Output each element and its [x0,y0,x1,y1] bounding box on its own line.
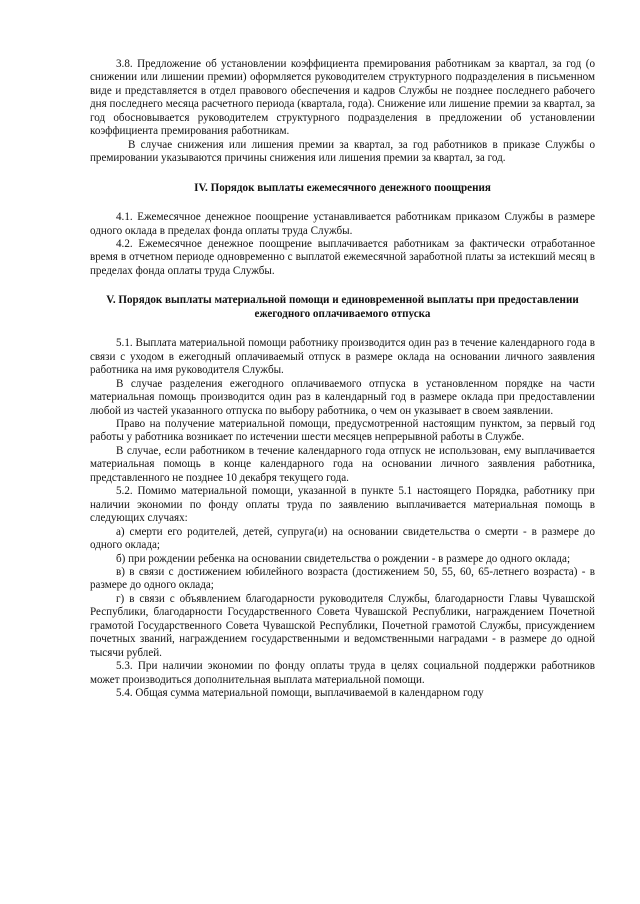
paragraph-5-1-unused-leave: В случае, если работником в течение календарного года отпуск не использован, ему выплачивается материальная помощь в конце календарного года на основании личного заявления работника, представленного не позднее 10 декабря текущего года. [90,444,595,484]
document-page [90,58,595,700]
paragraph-5-2-g: г) в связи с объявлением благодарности руководителя Службы, благодарности Главы Чувашской Республики, благодарности Государственного Совета Чувашской Республики, награждением Почетной грамотой Государственного Совета Чувашской Республики, Почетной грамотой Службы, присуждением почетных званий, награждением государственными и ведомственными наградами - в размере до одной тысячи рублей. [90,592,595,659]
section-heading-iv: IV. Порядок выплаты ежемесячного денежного поощрения [194,181,491,194]
paragraph-5-1: 5.1. Выплата материальной помощи работнику производится один раз в течение календарного года в связи с уходом в ежегодный оплачиваемый отпуск в размере оклада на основании личного заявления работника на имя руководителя Службы. [90,337,595,377]
paragraph-5-2-v: в) в связи с достижением юбилейного возраста (достижением 50, 55, 60, 65-летнего возраста) - в размере до одного оклада; [90,565,595,592]
paragraph-5-2: 5.2. Помимо материальной помощи, указанной в пункте 5.1 настоящего Порядка, работнику при наличии экономии по фонду оплаты труда по заявлению выплачивается материальная помощь в следующих случаях: [90,485,595,525]
paragraph-3-8-reduction: В случае снижения или лишения премии за квартал, за год работников в приказе Службы о премировании указываются причины снижения или лишения премии за квартал, за год. [90,138,595,165]
paragraph-5-2-b: б) при рождении ребенка на основании свидетельства о рождении - в размере до одного оклада; [116,552,571,565]
paragraph-5-1-split-leave: В случае разделения ежегодного оплачиваемого отпуска в установленном порядке на части материальная помощь производится один раз в календарный год в размере оклада при предоставлении любой из частей указанного отпуска по выбору работника, о чем он указывает в своем заявлении. [90,377,595,417]
paragraph-5-1-first-year: Право на получение материальной помощи, предусмотренной настоящим пунктом, за первый год работы у работника возникает по истечении шести месяцев непрерывной работы в Службе. [90,417,595,444]
section-heading-v: V. Порядок выплаты материальной помощи и единовременной выплаты при предоставлении ежегодного оплачиваемого отпуска [106,294,579,320]
paragraph-5-2-a: а) смерти его родителей, детей, супруга(и) на основании свидетельства о смерти - в размере до одного оклада; [90,525,595,552]
paragraph-3-8: 3.8. Предложение об установлении коэффициента премирования работникам за квартал, за год (о снижении или лишении премии) оформляется руководителем структурного подразделения в письменном виде и представляется в отдел правового обеспечения и кадров Службы не позднее последнего рабочего дня последнего месяца расчетного периода (квартала, года). Снижение или лишение премии за квартал, за год обосновывается руководителем структурного подразделения в предложении об установлении коэффициента премирования работникам. [90,58,595,138]
paragraph-5-3: 5.3. При наличии экономии по фонду оплаты труда в целях социальной поддержки работников может производиться дополнительная выплата материальной помощи. [90,660,595,686]
paragraph-4-2: 4.2. Ежемесячное денежное поощрение выплачивается работникам за фактически отработанное время в отчетном периоде одновременно с выплатой ежемесячной заработной платы за истекший месяц в пределах фонда оплаты труда Службы. [90,237,595,277]
paragraph-4-1: 4.1. Ежемесячное денежное поощрение устанавливается работникам приказом Службы в размере одного оклада в пределах фонда оплаты труда Службы. [90,211,595,237]
paragraph-5-4: 5.4. Общая сумма материальной помощи, выплачиваемой в календарном году [116,687,484,700]
